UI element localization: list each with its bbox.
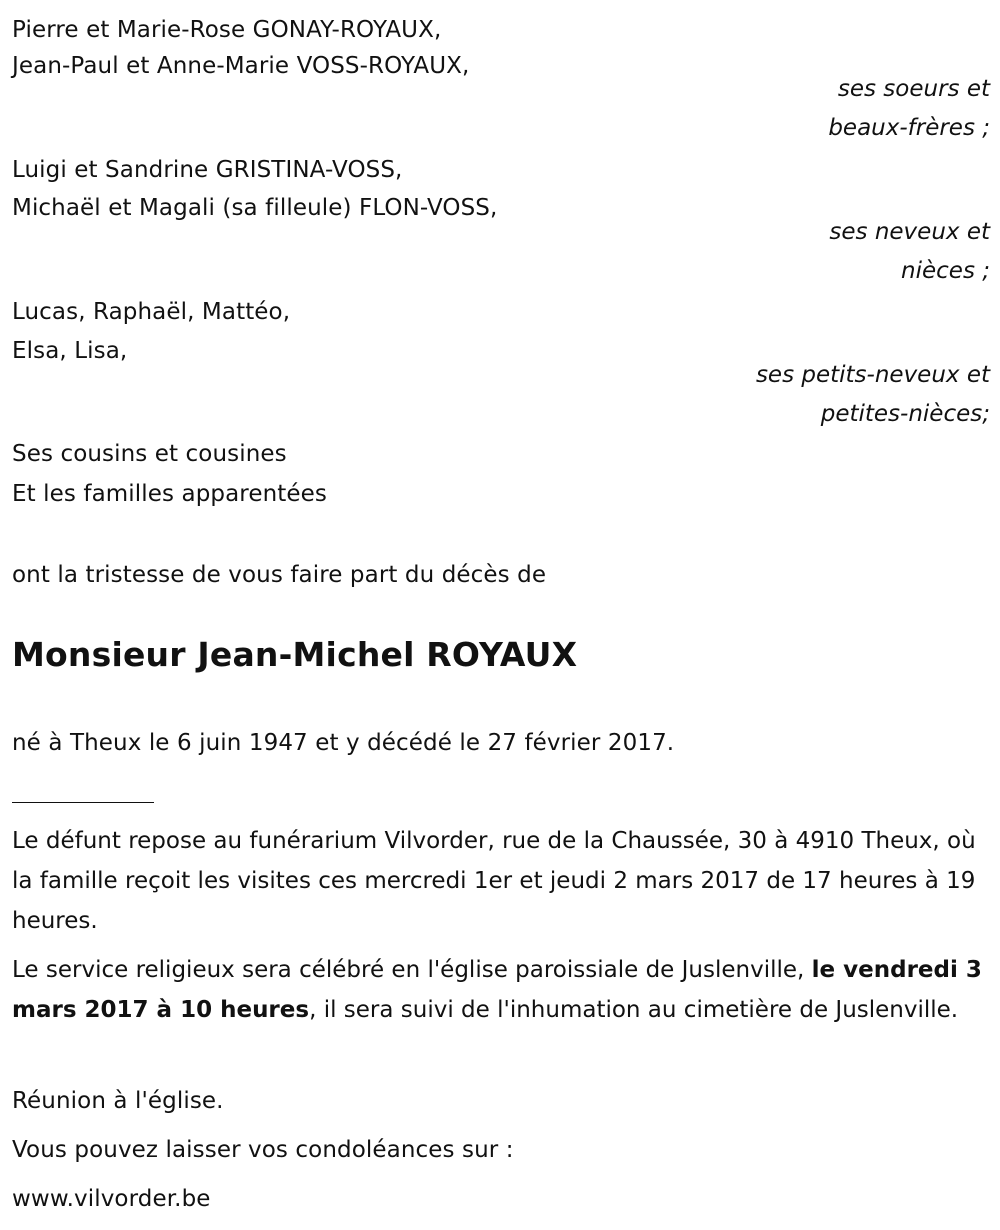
relation-grandnephews-line1: ses petits-neveux et xyxy=(755,362,990,388)
service-date-bold: le vendredi 3 mars 2017 à 10 heures xyxy=(12,957,982,1023)
announcement-text: ont la tristesse de vous faire part du décès de xyxy=(12,562,547,588)
sister-couple-1: Pierre et Marie-Rose GONAY-ROYAUX, xyxy=(12,17,442,43)
website-link[interactable]: www.vilvorder.be xyxy=(12,1186,211,1212)
nephew-couple-2: Michaël et Magali (sa filleule) FLON-VOSS, xyxy=(12,195,498,221)
service-paragraph xyxy=(12,950,987,1030)
funerarium-paragraph: Le défunt repose au funérarium Vilvorder, rue de la Chaussée, 30 à 4910 Theux, où la famille reçoit les visites ces mercredi 1er et jeudi 2 mars 2017 de 17 heures à 19 heures. xyxy=(12,828,976,934)
relation-sisters-line1: ses soeurs et xyxy=(837,76,990,102)
service-text-start: Le service religieux sera célébré en l'église paroissiale de Juslenville, xyxy=(12,957,812,983)
relation-nephews-line2: nièces ; xyxy=(901,258,990,284)
obituary-page xyxy=(12,0,990,1230)
deceased-name: Monsieur Jean-Michel ROYAUX xyxy=(12,635,578,674)
separator-rule xyxy=(12,802,154,803)
service-text-end: , il sera suivi de l'inhumation au cimetière de Juslenville. xyxy=(309,997,959,1023)
cousins-line: Ses cousins et cousines xyxy=(12,441,287,467)
meeting-text: Réunion à l'église. xyxy=(12,1088,224,1114)
grandnephews-line-2: Elsa, Lisa, xyxy=(12,338,128,364)
grandnephews-line-1: Lucas, Raphaël, Mattéo, xyxy=(12,299,291,325)
relation-sisters-line2: beaux-frères ; xyxy=(828,115,990,141)
related-families-line: Et les familles apparentées xyxy=(12,481,327,507)
nephew-couple-1: Luigi et Sandrine GRISTINA-VOSS, xyxy=(12,157,403,183)
birth-death-text: né à Theux le 6 juin 1947 et y décédé le 27 février 2017. xyxy=(12,730,675,756)
sister-couple-2: Jean-Paul et Anne-Marie VOSS-ROYAUX, xyxy=(12,53,470,79)
condolences-text: Vous pouvez laisser vos condoléances sur : xyxy=(12,1137,514,1163)
relation-grandnephews-line2: petites-nièces; xyxy=(820,401,990,427)
relation-nephews-line1: ses neveux et xyxy=(829,219,990,245)
